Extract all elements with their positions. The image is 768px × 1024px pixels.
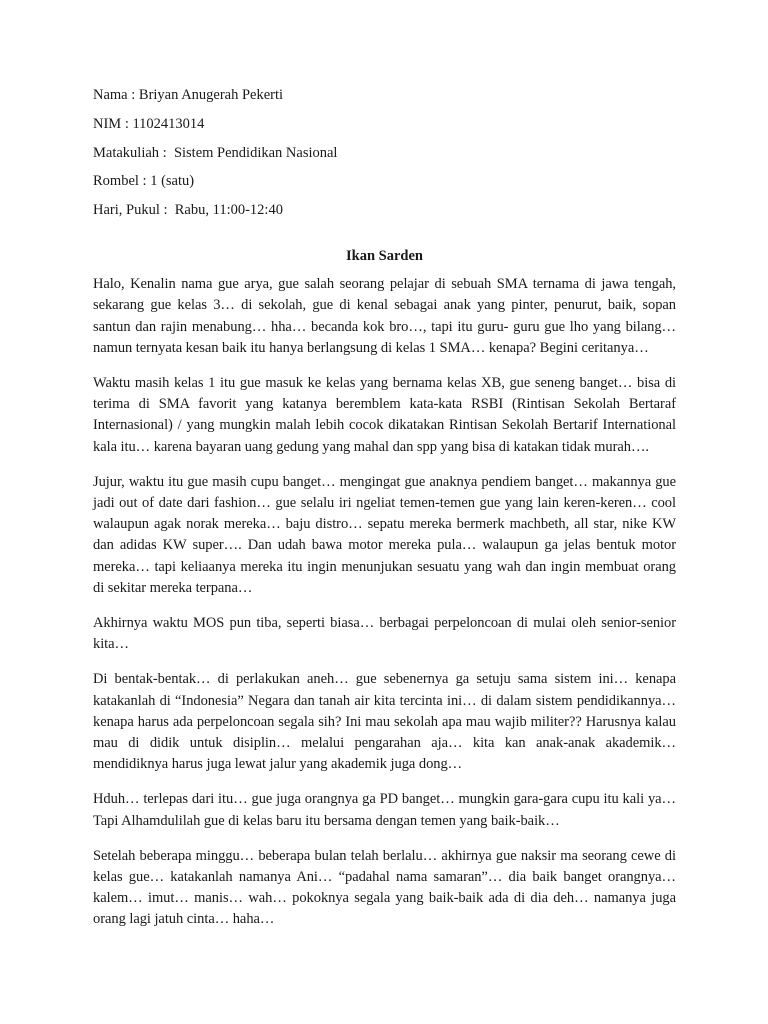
course-name: Matakuliah : Sistem Pendidikan Nasional: [93, 144, 338, 161]
paragraph-5: Di bentak-bentak… di perlakukan aneh… gue sebenernya ga setuju sama sistem ini… kenapa katakanlah di “Indonesia” Negara dan tanah air kita tercinta ini… di dalam sistem pendidikannya… kenapa harus ada perpeloncoan segala sih? Ini mau sekolah apa mau wajib militer?? Harusnya kalau mau di didik untuk disiplin… melalui pengarahan aja… kita kan anak-anak akademik… mendidiknya harus juga lewat jalur yang akademik juga dong…: [93, 671, 676, 773]
paragraph-7: Setelah beberapa minggu… beberapa bulan telah berlalu… akhirnya gue naksir ma seorang cewe di kelas gue… katakanlah namanya Ani… “padahal nama samaran”… dia baik banget orangnya… kalem… imut… manis… wah… pokoknya segala yang baik-baik ada di dia deh… namanya juga orang lagi jatuh cinta… haha…: [93, 847, 676, 928]
paragraph-1: Halo, Kenalin nama gue arya, gue salah seorang pelajar di sebuah SMA ternama di jawa tengah, sekarang gue kelas 3… di sekolah, gue di kenal sebagai anak yang pinter, penurut, baik, sopan santun dan rajin menabung… hha… becanda kok bro…, tapi itu guru- guru gue lho yang bilang… namun ternyata kesan baik itu hanya berlangsung di kelas 1 SMA… kenapa? Begini ceritanya…: [93, 276, 676, 356]
document-page: [93, 85, 676, 945]
class-schedule: Hari, Pukul : Rabu, 11:00-12:40: [93, 202, 283, 219]
paragraph-2: Waktu masih kelas 1 itu gue masuk ke kelas yang bernama kelas XB, gue seneng banget… bisa di terima di SMA favorit yang katanya beremblem kata-kata RSBI (Rintisan Sekolah Bertaraf Internasional) / yang mungkin malah lebih cocok dikatakan Rintisan Sekolah Bertarif International kala itu… karena bayaran uang gedung yang mahal dan spp yang bisa di katakan tidak murah….: [93, 375, 676, 455]
paragraph-6: Hduh… terlepas dari itu… gue juga orangnya ga PD banget… mungkin gara-gara cupu itu kali ya… Tapi Alhamdulilah gue di kelas baru itu bersama dengan temen yang baik-baik…: [93, 791, 676, 829]
class-group: Rombel : 1 (satu): [93, 173, 195, 190]
story-title: Ikan Sarden: [346, 248, 423, 265]
student-nim: NIM : 1102413014: [93, 115, 205, 132]
paragraph-3: Jujur, waktu itu gue masih cupu banget… mengingat gue anaknya pendiem banget… makannya gue jadi out of date dari fashion… gue selalu iri ngeliat temen-temen gue yang lain keren-keren… cool walaupun agak norak mereka… baju distro… sepatu mereka bermerk machbeth, all star, nike KW dan adidas KW super…. Dan udah bawa motor mereka pula… walaupun ga jelas bentuk motor mereka… tapi keliaanya mereka itu ingin menunjukan sesuatu yang wah dan ingin membuat orang di sekitar mereka terpana…: [93, 473, 676, 596]
student-name: Nama : Briyan Anugerah Pekerti: [93, 87, 284, 103]
paragraph-4: Akhirnya waktu MOS pun tiba, seperti biasa… berbagai perpeloncoan di mulai oleh senior-senior kita…: [93, 615, 676, 653]
